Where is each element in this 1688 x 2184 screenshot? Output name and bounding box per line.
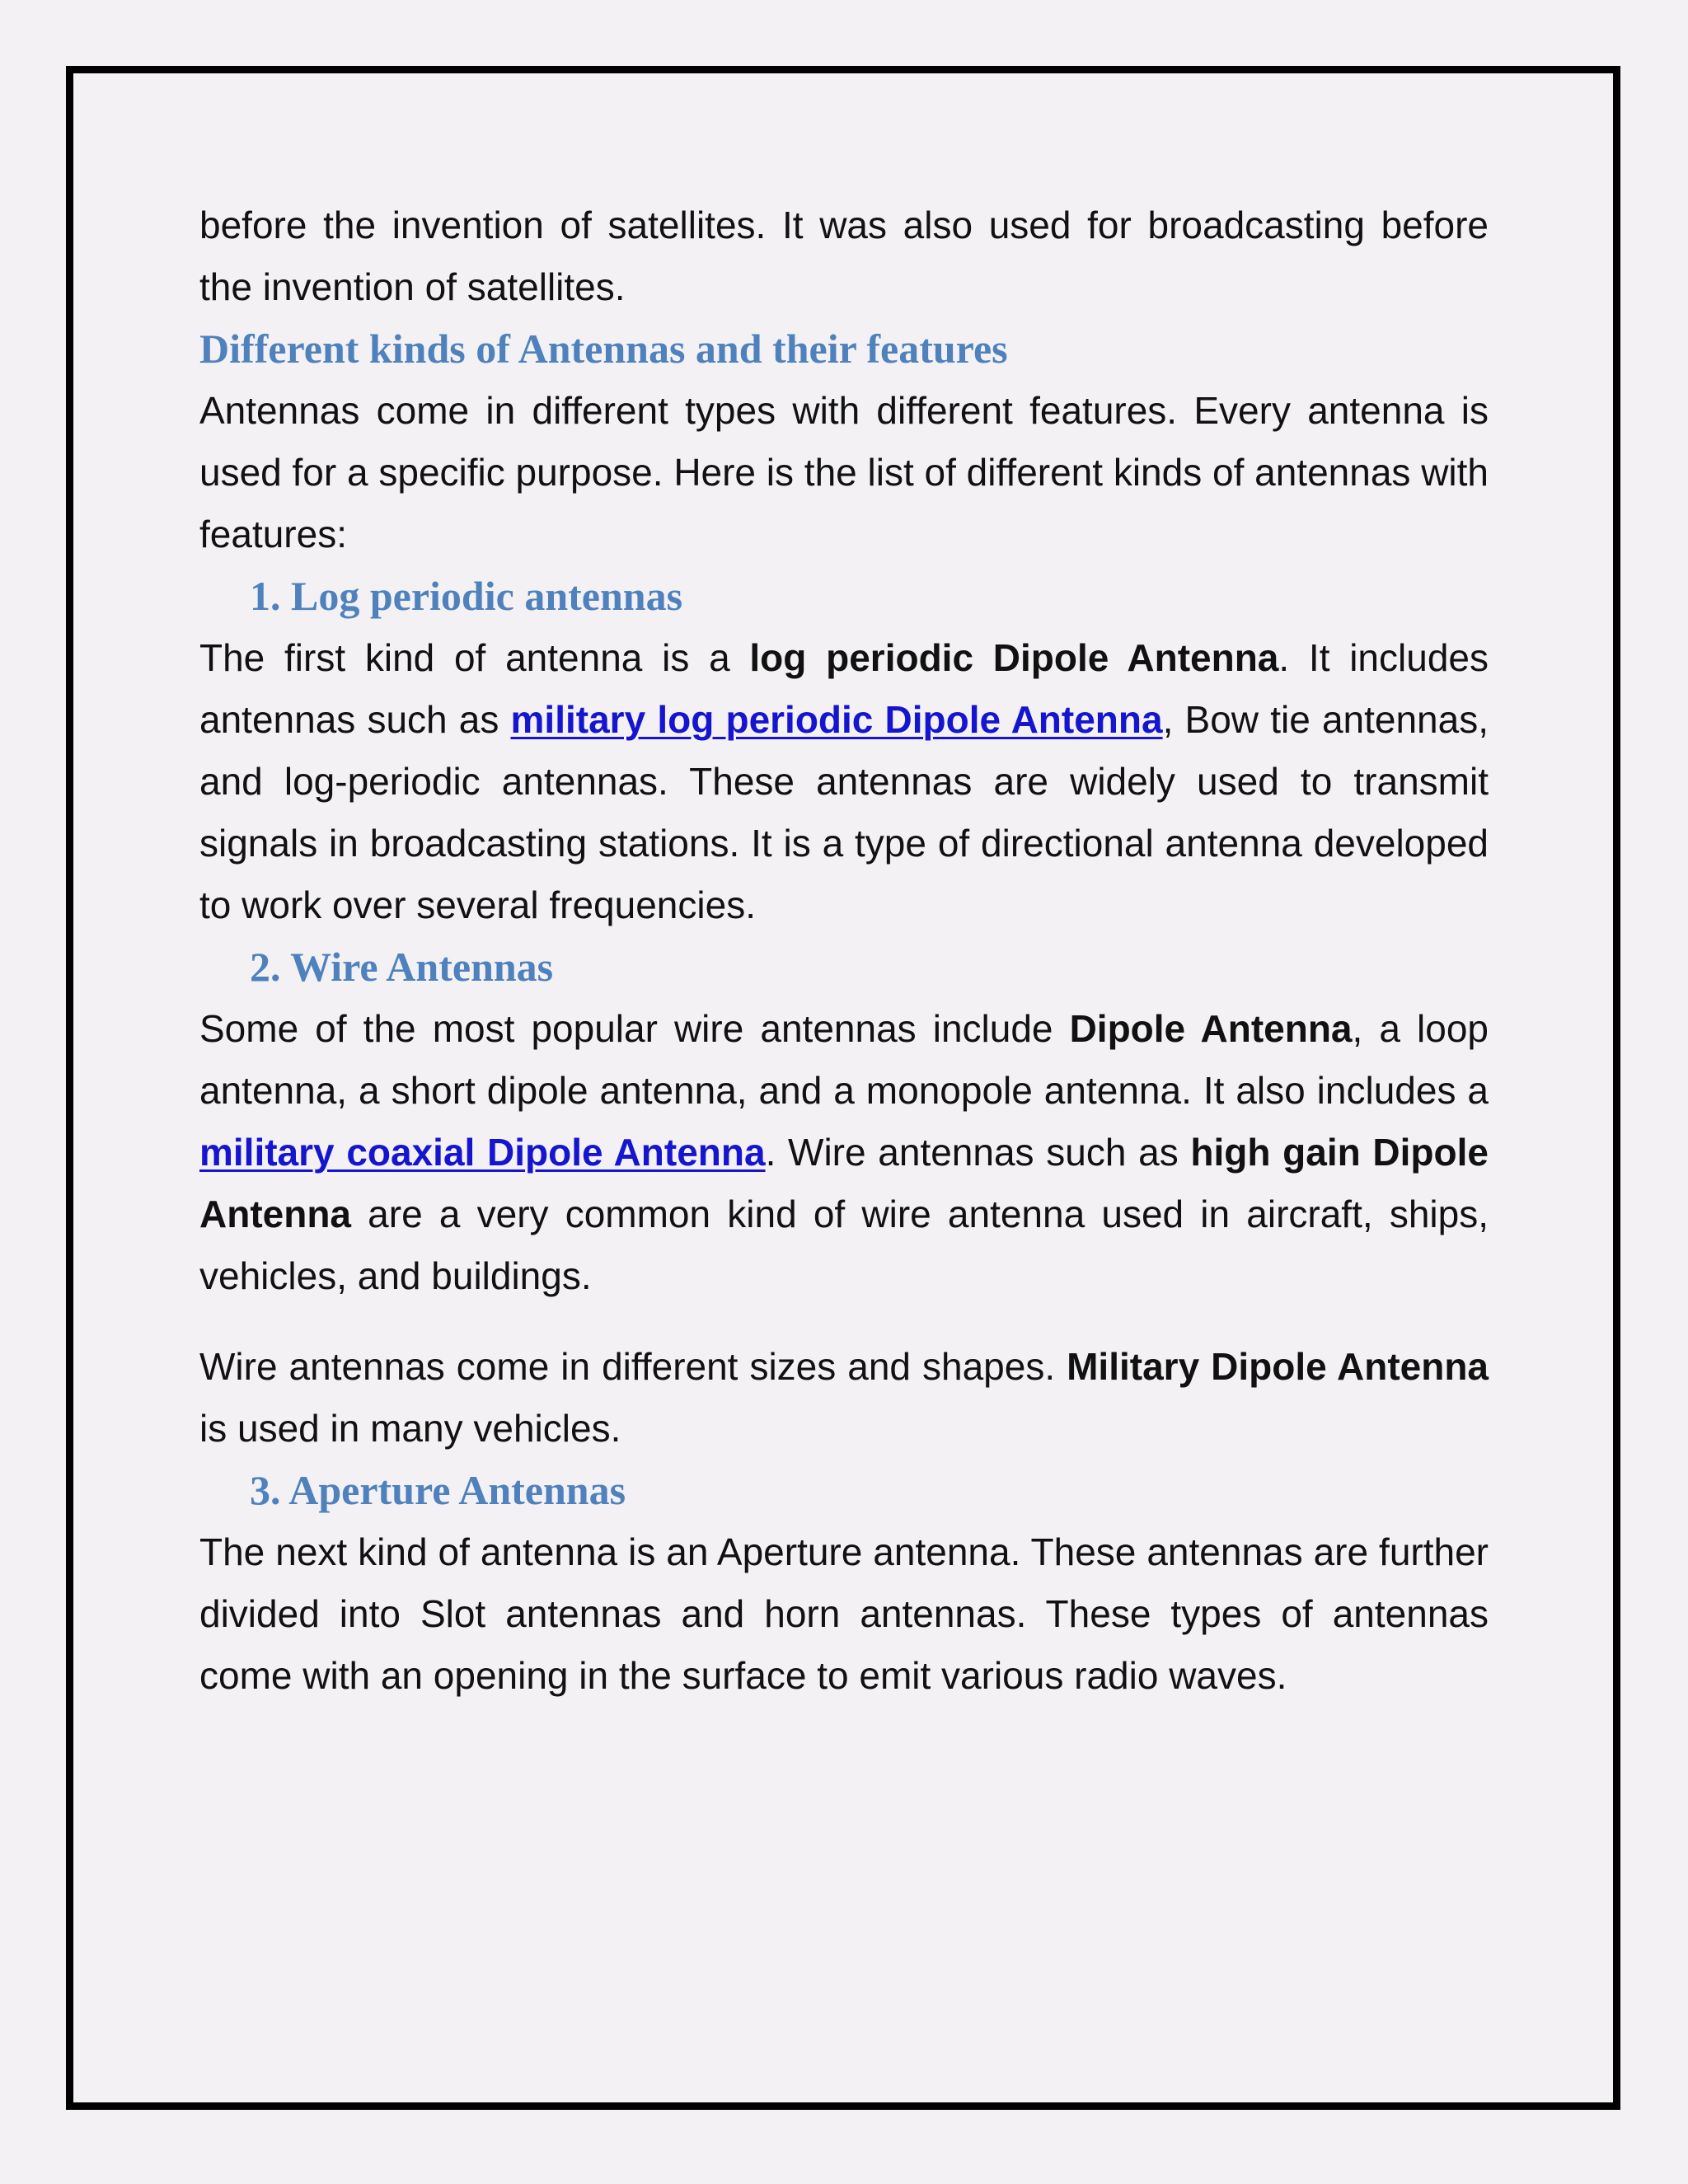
- text-run: , a loop antenna, a short dipole antenna, and a monopole antenna. It also includes a: [199, 1007, 1489, 1112]
- intro-paragraph: [199, 194, 1489, 318]
- heading-wire-antennas: 2. Wire Antennas: [250, 944, 554, 990]
- text-run: . Wire antennas such as: [765, 1131, 1191, 1174]
- heading-log-periodic: 1. Log periodic antennas: [250, 573, 683, 619]
- document-body: [199, 194, 1489, 1707]
- text-run: . It includes antennas such as: [199, 636, 1489, 741]
- aperture-paragraph: [199, 1521, 1489, 1707]
- bold-term-high-gain-dipole: high gain Dipole Antenna: [199, 1131, 1489, 1235]
- text-run: Wire antennas come in different sizes and shapes.: [199, 1345, 1067, 1388]
- link-military-log-periodic-dipole[interactable]: military log periodic Dipole Antenna: [510, 698, 1163, 741]
- bold-term-military-dipole: Military Dipole Antenna: [1067, 1345, 1489, 1388]
- wire-paragraph-1: [199, 998, 1489, 1307]
- bold-term-log-periodic-dipole: log periodic Dipole Antenna: [749, 636, 1279, 679]
- intro-text: before the invention of satellites. It was also used for broadcasting before the invention of satellites.: [199, 204, 1489, 308]
- section-intro-paragraph: [199, 380, 1489, 565]
- heading-aperture-antennas: 3. Aperture Antennas: [250, 1467, 626, 1513]
- text-run: Some of the most popular wire antennas include: [199, 1007, 1070, 1050]
- text-run: , Bow tie antennas, and log-periodic antennas. These antennas are widely used to transmit signals in broadcasting stations. It is a type of directional antenna developed to work over several frequencies.: [199, 698, 1489, 926]
- log-periodic-paragraph: [199, 627, 1489, 936]
- section-heading-antenna-kinds: Different kinds of Antennas and their features: [199, 326, 1008, 372]
- wire-paragraph-2: [199, 1336, 1489, 1460]
- text-run: The first kind of antenna is a: [199, 636, 750, 679]
- aperture-text: The next kind of antenna is an Aperture antenna. These antennas are further divided into Slot antennas and horn antennas. These types of antennas come with an opening in the surface to emit various radio waves.: [199, 1530, 1489, 1697]
- text-run: is used in many vehicles.: [199, 1407, 621, 1450]
- bold-term-dipole-antenna: Dipole Antenna: [1069, 1007, 1353, 1050]
- text-run: are a very common kind of wire antenna used in aircraft, ships, vehicles, and buildings.: [199, 1193, 1489, 1297]
- section-intro-text: Antennas come in different types with different features. Every antenna is used for a specific purpose. Here is the list of different kinds of antennas with features:: [199, 389, 1489, 555]
- link-military-coaxial-dipole[interactable]: military coaxial Dipole Antenna: [199, 1131, 766, 1174]
